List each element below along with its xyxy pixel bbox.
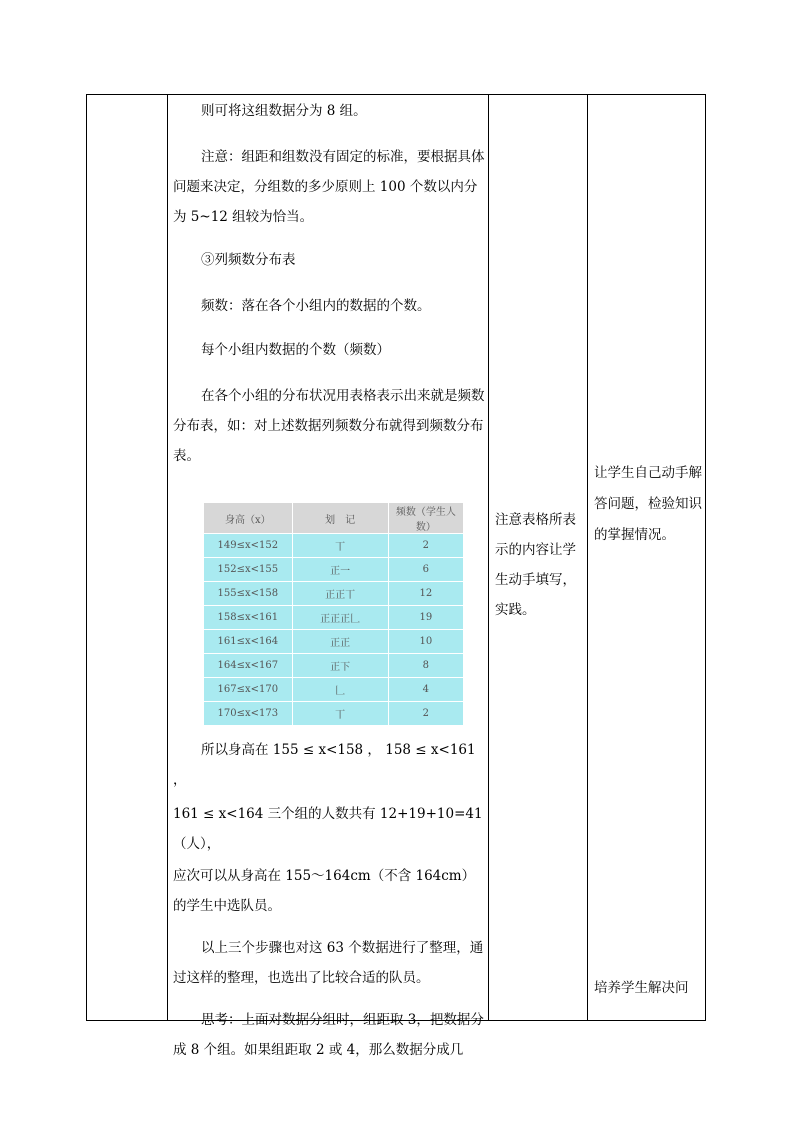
table-cell: 152≤x<155 (204, 558, 292, 582)
column-divider-2 (488, 94, 489, 1021)
design-intent-note-2: 培养学生解决问 (594, 980, 689, 996)
table-cell: 2 (388, 534, 463, 558)
table-cell: 4 (388, 678, 463, 702)
teaching-content-continued (173, 735, 487, 1065)
paragraph-step3: ③列频数分布表 (201, 252, 296, 268)
paragraph-summary: 以上三个步骤也对这 63 个数据进行了整理，通过这样的整理，也选出了比较合适的队员。 (173, 940, 484, 986)
design-intent-note: 让学生自己动手解答问题，检验知识的掌握情况。 (594, 465, 702, 543)
table-cell: 10 (388, 630, 463, 654)
table-cell: 2 (388, 702, 463, 726)
column-divider-1 (167, 94, 168, 1021)
teaching-content-column (173, 94, 487, 471)
table-cell: 167≤x<170 (204, 678, 292, 702)
table-cell: 164≤x<167 (204, 654, 292, 678)
table-cell: 158≤x<161 (204, 606, 292, 630)
table-cell: 正下 (292, 654, 388, 678)
paragraph-frequency-note: 每个小组内数据的个数（频数） (201, 342, 390, 358)
table-cell: 12 (388, 582, 463, 606)
table-row (204, 558, 463, 582)
paragraph-thinking: 思考：上面对数据分组时，组距取 3，把数据分成 8 个组。如果组距取 2 或 4，那么数据分成几 (173, 1012, 484, 1058)
table-row (204, 534, 463, 558)
table-cell: 丅 (292, 702, 388, 726)
paragraph-conclusion-line1: 所以身高在 155 ≤ x<158 ， 158 ≤ x<161 ， (173, 742, 476, 788)
table-cell: 161≤x<164 (204, 630, 292, 654)
table-cell: 170≤x<173 (204, 702, 292, 726)
table-row (204, 702, 463, 726)
table-cell: 149≤x<152 (204, 534, 292, 558)
table-cell: 𠃊 (292, 678, 388, 702)
paragraph-frequency-table-intro: 在各个小组的分布状况用表格表示出来就是频数分布表，如：对上述数据列频数分布就得到频数分布表。 (173, 388, 485, 464)
paragraph-group-count: 则可将这组数据分为 8 组。 (201, 103, 367, 119)
table-row (204, 654, 463, 678)
table-cell: 19 (388, 606, 463, 630)
teacher-note-column: 注意表格所表示的内容让学生动手填写，实践。 (495, 512, 576, 618)
table-cell: 6 (388, 558, 463, 582)
paragraph-conclusion-line3: 应次可以从身高在 155～164cm（不含 164cm）的学生中选队员。 (173, 868, 476, 914)
frequency-distribution-table (204, 503, 463, 725)
table-cell: 正正正𠃊 (292, 606, 388, 630)
header-tally: 划 记 (292, 503, 388, 534)
table-cell: 丅 (292, 534, 388, 558)
table-cell: 155≤x<158 (204, 582, 292, 606)
table-cell: 正正 (292, 630, 388, 654)
paragraph-conclusion-line2: 161 ≤ x<164 三个组的人数共有 12+19+10=41（人）， (173, 806, 483, 852)
table-cell: 正一 (292, 558, 388, 582)
header-height: 身高（x） (204, 503, 292, 534)
table-cell: 正正丅 (292, 582, 388, 606)
frequency-table-header-row (204, 503, 463, 534)
table-row (204, 606, 463, 630)
table-row (204, 630, 463, 654)
header-frequency: 频数（学生人数） (388, 503, 463, 534)
table-row (204, 582, 463, 606)
table-row (204, 678, 463, 702)
paragraph-frequency-def: 频数：落在各个小组内的数据的个数。 (201, 298, 431, 314)
column-divider-3 (587, 94, 588, 1021)
paragraph-note: 注意：组距和组数没有固定的标准，要根据具体问题来决定，分组数的多少原则上 100 个数以内分为 5~12 组较为恰当。 (173, 149, 485, 225)
table-cell: 8 (388, 654, 463, 678)
